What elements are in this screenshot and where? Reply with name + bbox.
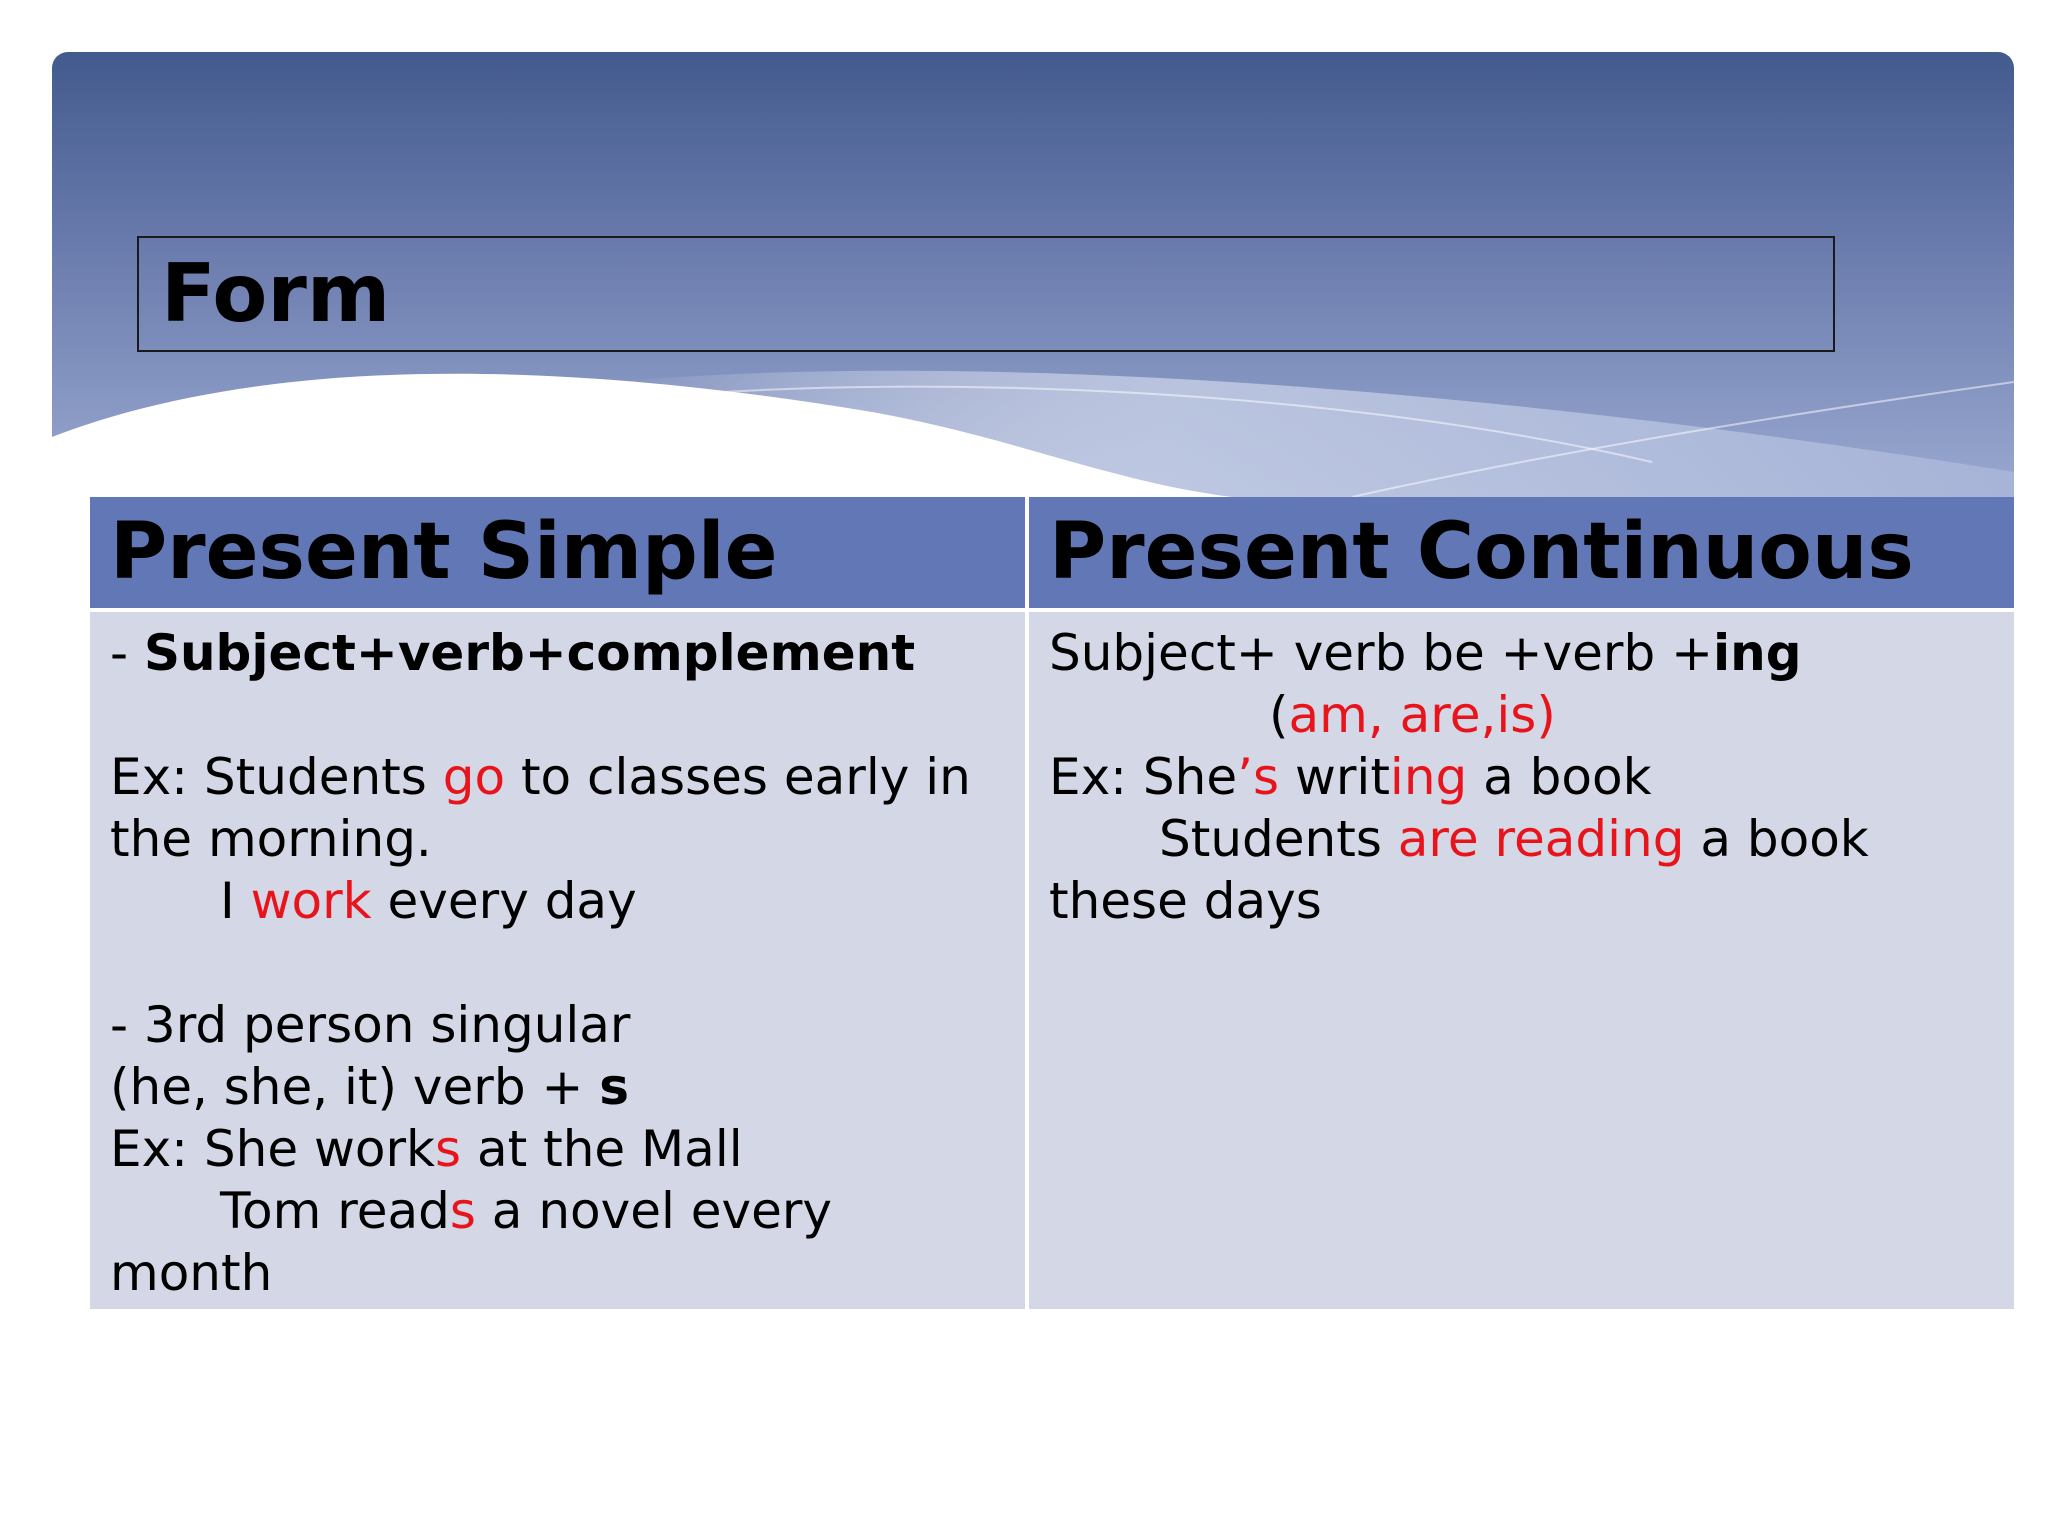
example-text: a book bbox=[1684, 810, 1869, 868]
formula-dash: - bbox=[110, 624, 144, 682]
present-continuous-cell bbox=[1029, 612, 2014, 1309]
example-text: writ bbox=[1279, 748, 1390, 806]
example-text: Tom read bbox=[220, 1182, 450, 1240]
example-text: a novel every bbox=[475, 1182, 833, 1240]
example-text: I bbox=[220, 872, 251, 930]
formula-text: Subject+ verb be +verb + bbox=[1049, 624, 1713, 682]
formula-rule: Subject+verb+complement bbox=[143, 624, 916, 682]
simple-example-2 bbox=[110, 870, 1005, 932]
highlight-verb: work bbox=[250, 872, 372, 930]
simple-example-4-cont: month bbox=[110, 1244, 273, 1302]
example-text: at the Mall bbox=[461, 1120, 743, 1178]
paren-open: ( bbox=[1269, 686, 1289, 744]
slide-title: Form bbox=[161, 247, 391, 340]
be-forms-list: am, are,is) bbox=[1288, 686, 1556, 744]
present-simple-cell bbox=[90, 612, 1025, 1309]
title-box bbox=[137, 236, 1835, 352]
third-person-rule: - 3rd person singular bbox=[110, 996, 631, 1054]
highlight-ending: s bbox=[449, 1182, 476, 1240]
simple-example-1-cont: the morning. bbox=[110, 810, 432, 868]
highlight-ing: ing bbox=[1389, 748, 1468, 806]
highlight-aux: ’s bbox=[1237, 748, 1280, 806]
highlight-verb: go bbox=[442, 748, 506, 806]
rule-text: (he, she, it) verb + bbox=[110, 1058, 600, 1116]
formula-ending: ing bbox=[1712, 624, 1802, 682]
continuous-example-2-cont: these days bbox=[1049, 872, 1322, 930]
rule-ending: s bbox=[599, 1058, 630, 1116]
be-forms bbox=[1049, 684, 1994, 746]
example-text: to classes early in bbox=[505, 748, 971, 806]
simple-formula bbox=[110, 622, 1005, 684]
simple-example-3 bbox=[110, 1118, 1005, 1180]
example-text: Ex: Students bbox=[110, 748, 443, 806]
blank-line bbox=[110, 932, 1005, 994]
example-text: every day bbox=[371, 872, 637, 930]
continuous-example-1 bbox=[1049, 746, 1994, 808]
simple-example-1 bbox=[110, 746, 1005, 808]
example-text: Students bbox=[1159, 810, 1398, 868]
example-text: Ex: She work bbox=[110, 1120, 435, 1178]
highlight-verb: are reading bbox=[1397, 810, 1685, 868]
header-present-continuous: Present Continuous bbox=[1029, 497, 2014, 608]
example-text: Ex: She bbox=[1049, 748, 1238, 806]
highlight-ending: s bbox=[435, 1120, 462, 1178]
continuous-formula bbox=[1049, 622, 1994, 684]
simple-example-4 bbox=[110, 1180, 1005, 1242]
blank-line bbox=[110, 684, 1005, 746]
header-present-simple: Present Simple bbox=[90, 497, 1025, 608]
comparison-table bbox=[90, 497, 2014, 1309]
continuous-example-2 bbox=[1049, 808, 1994, 870]
third-person-formula bbox=[110, 1056, 1005, 1118]
example-text: a book bbox=[1467, 748, 1652, 806]
